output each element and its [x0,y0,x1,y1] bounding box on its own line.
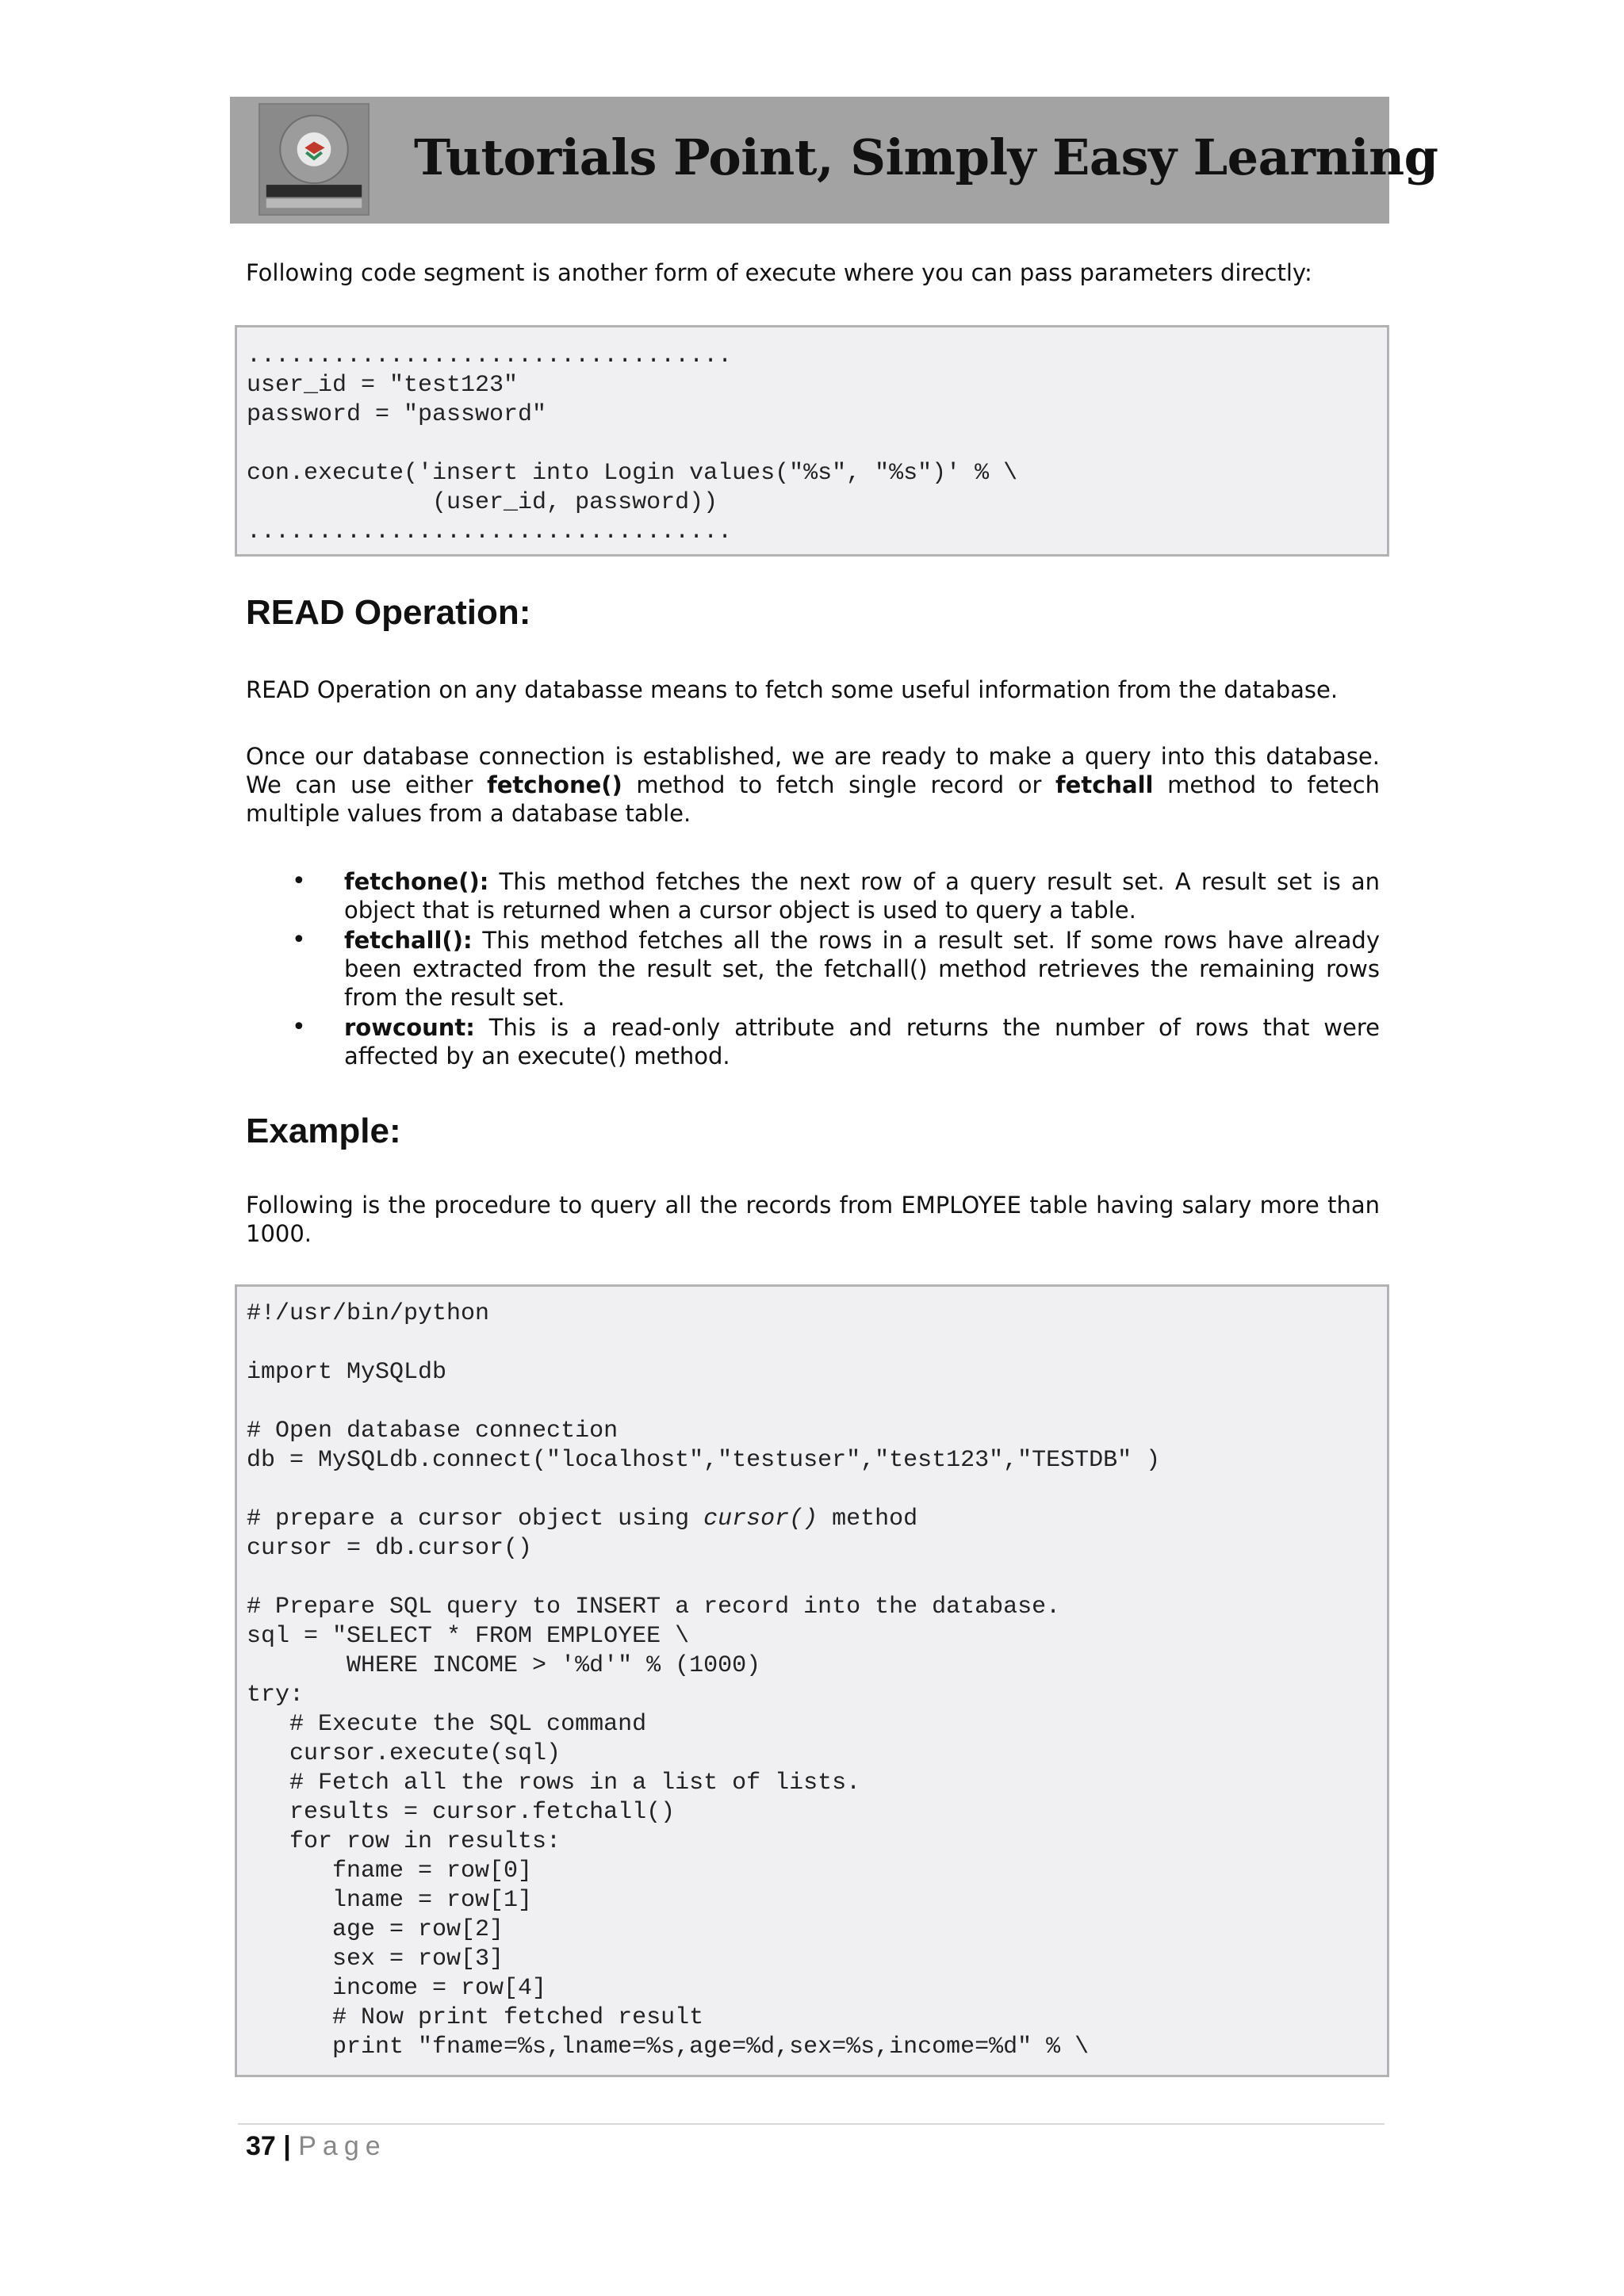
code-line: user_id = "test123" [247,372,519,399]
code-line: cursor = db.cursor() [247,1535,533,1562]
list-item-fetchone [246,867,1380,924]
bullet-icon: • [292,1013,306,1041]
code-line [237,430,1387,459]
code-line: # prepare a cursor object using cursor() method [247,1506,918,1533]
code-line: # Open database connection [247,1418,619,1445]
method-list [246,867,1380,1072]
tutorials-point-logo [259,103,370,216]
code-line: # Fetch all the rows in a list of lists. [247,1770,861,1797]
bullet-icon: • [292,926,306,954]
read-paragraph-1: READ Operation on any databasse means to fetch some useful information from the database. [246,676,1339,703]
code-line: # Execute the SQL command [247,1711,647,1738]
code-line: try: [247,1682,304,1709]
code-line [237,1475,1387,1505]
bullet-text: This is a read-only attribute and returns the number of rows that were affected by an execute() method. [344,1014,1380,1070]
code-block-insert [235,325,1389,557]
site-title: Tutorials Point, Simply Easy Learning [414,128,1438,186]
code-line: for row in results: [247,1828,561,1855]
code-line: db = MySQLdb.connect("localhost","testuser","test123","TESTDB" ) [247,1447,1161,1474]
page-label: Page [298,2131,387,2161]
code-line: print "fname=%s,lname=%s,age=%d,sex=%s,income=%d" % \ [247,2034,1090,2061]
code-line [237,1563,1387,1593]
bullet-term: fetchall(): [344,927,473,954]
code-line: .................................. [247,342,733,369]
code-line: age = row[2] [247,1916,504,1943]
read-p2-fetchone: fetchone() [487,771,622,798]
code-line: # Prepare SQL query to INSERT a record into the database. [247,1594,1061,1621]
section-heading-example: Example: [246,1112,401,1150]
section-heading-read: READ Operation: [246,593,531,632]
list-item-rowcount [246,1013,1380,1070]
code-line: income = row[4] [247,1975,547,2002]
code-line [237,1387,1387,1417]
bullet-text: This method fetches all the rows in a result set. If some rows have already been extracted from the result set, the fetchall() method retrieves the remaining rows from the result set. [344,927,1380,1011]
code-line: fname = row[0] [247,1858,533,1885]
code-line: # Now print fetched result [247,2004,704,2031]
example-paragraph: Following is the procedure to query all the records from EMPLOYEE table having salary more than 1000. [246,1192,1380,1247]
bullet-icon: • [292,867,306,895]
read-p2-text-c: method to fetch single record or [622,771,1056,798]
read-p2-fetchall: fetchall [1055,771,1154,798]
read-paragraph-2 [246,742,1380,828]
code-line: lname = row[1] [247,1887,533,1914]
code-line: sex = row[3] [247,1946,504,1973]
code-line: import MySQLdb [247,1359,447,1386]
read-p2-text-a: Once our database connection is established, we are ready to make a query into this database. We can use either [246,743,1380,798]
page-footer [246,2131,387,2162]
code-line [237,1329,1387,1358]
read-p2-text-e: method to fetech multiple values from a database table. [246,771,1380,827]
footer-separator: | [283,2131,291,2161]
logo-emblem-icon [260,105,368,214]
code-line: con.execute('insert into Login values("%s", "%s")' % \ [247,460,1018,487]
page-number: 37 [246,2131,276,2161]
bullet-term: fetchone(): [344,868,489,895]
page-header [230,97,1438,224]
footer-divider [238,2123,1385,2125]
code-line: cursor.execute(sql) [247,1740,561,1767]
code-line: (user_id, password)) [247,489,718,516]
code-line: results = cursor.fetchall() [247,1799,676,1826]
code-line: #!/usr/bin/python [247,1300,490,1327]
code-line: password = "password" [247,401,547,428]
list-item-fetchall [246,926,1380,1012]
code-line: WHERE INCOME > '%d'" % (1000) [247,1652,761,1679]
bullet-text: This method fetches the next row of a query result set. A result set is an object that is returned when a cursor object is used to query a table. [344,868,1380,924]
code-block-select [235,1284,1389,2077]
intro-paragraph: Following code segment is another form of execute where you can pass parameters directly: [246,259,1312,286]
bullet-term: rowcount: [344,1014,475,1041]
code-line: sql = "SELECT * FROM EMPLOYEE \ [247,1623,690,1650]
code-line: .................................. [247,519,733,545]
